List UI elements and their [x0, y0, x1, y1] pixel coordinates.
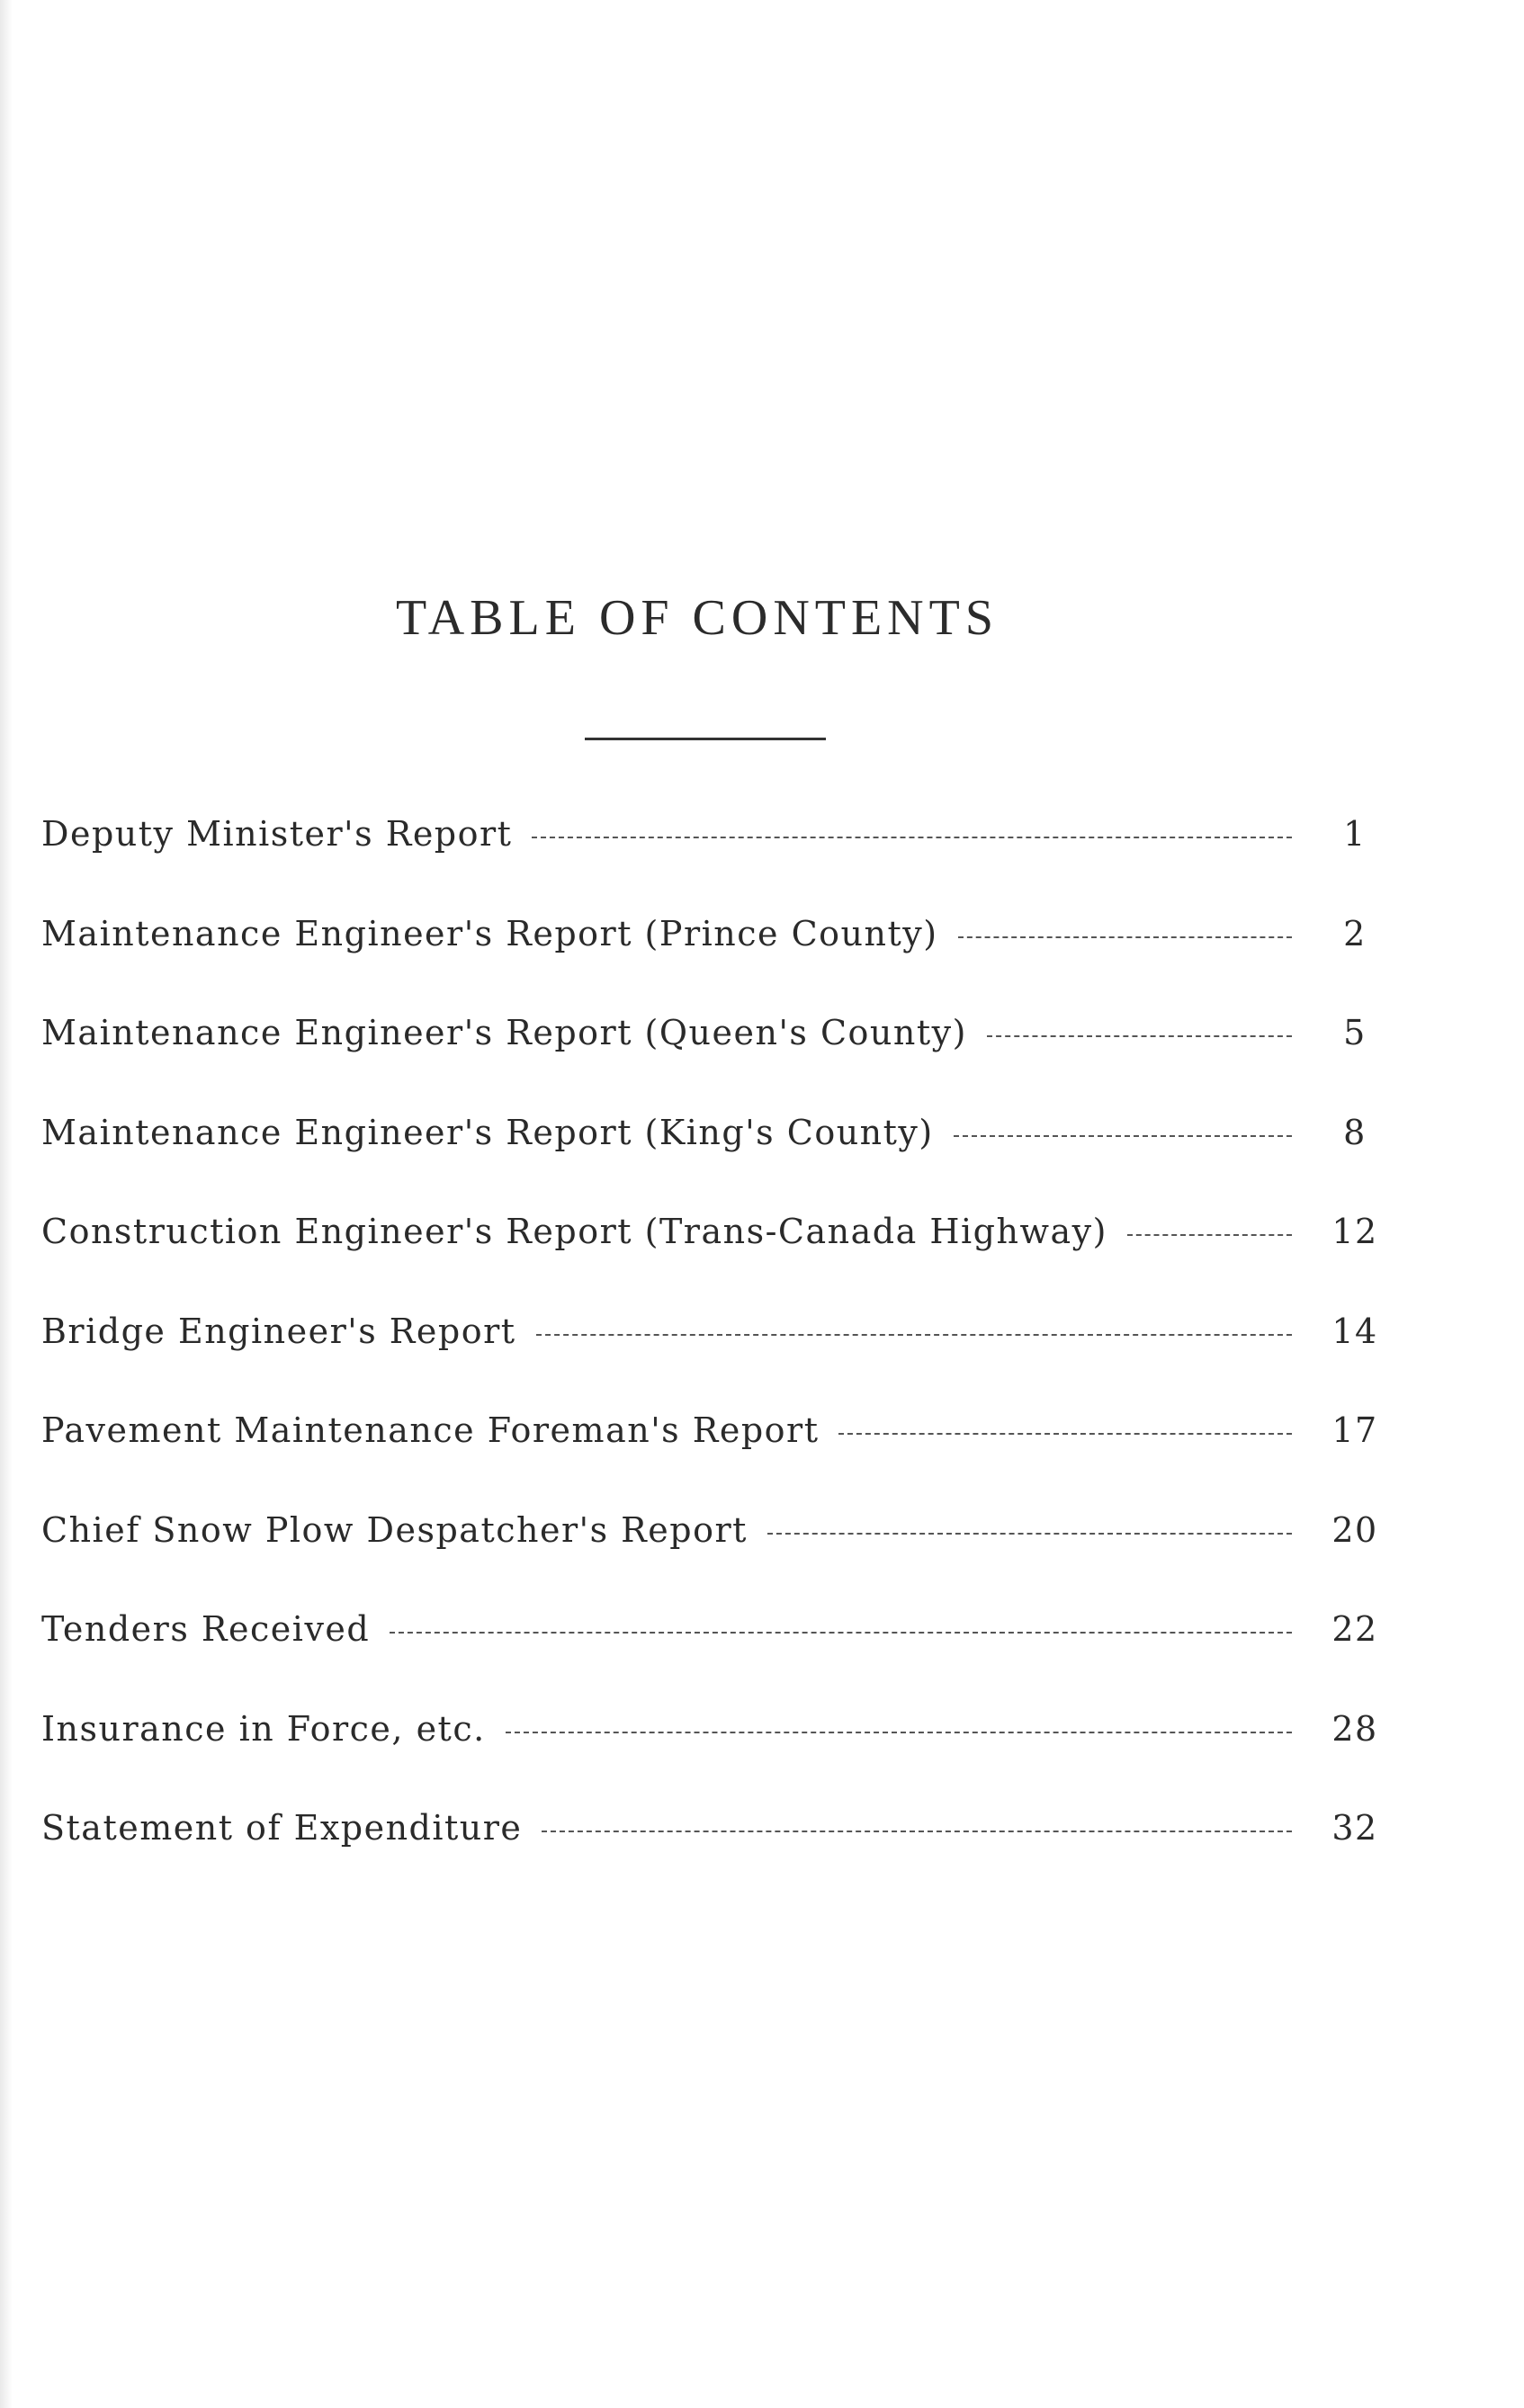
toc-entry[interactable]: [41, 1609, 1391, 1709]
toc-entry-page: 17: [1331, 1410, 1378, 1450]
dot-leader: [987, 1035, 1292, 1037]
toc-entry[interactable]: [41, 1113, 1391, 1213]
toc-entry[interactable]: [41, 814, 1391, 914]
toc-entry[interactable]: [41, 1212, 1391, 1311]
dot-leader: [536, 1334, 1292, 1336]
toc-entry-page: 12: [1331, 1212, 1378, 1251]
toc-entry-label: Bridge Engineer's Report: [41, 1311, 516, 1351]
toc-entry-page: 8: [1343, 1112, 1367, 1152]
toc-entry-page: 1: [1343, 814, 1367, 854]
dot-leader: [1127, 1234, 1292, 1236]
toc-entry[interactable]: [41, 1013, 1391, 1113]
toc-entry[interactable]: [41, 1410, 1391, 1510]
dot-leader: [767, 1533, 1292, 1535]
toc-entry-label: Maintenance Engineer's Report (Queen's County): [41, 1013, 967, 1052]
toc-entry-page: 5: [1343, 1013, 1367, 1052]
toc-entry-page: 32: [1331, 1808, 1378, 1848]
dot-leader: [532, 837, 1292, 838]
page-edge-shadow: [0, 0, 13, 2408]
dot-leader: [390, 1632, 1292, 1634]
dot-leader: [506, 1732, 1292, 1733]
toc-entry-label: Maintenance Engineer's Report (Prince County): [41, 913, 938, 953]
toc-entry-label: Tenders Received: [41, 1609, 371, 1649]
toc-entry-label: Deputy Minister's Report: [41, 814, 513, 854]
toc-entry-label: Pavement Maintenance Foreman's Report: [41, 1410, 820, 1450]
toc-entry[interactable]: [41, 1709, 1391, 1809]
toc-entry-label: Maintenance Engineer's Report (King's County): [41, 1112, 934, 1152]
toc-entry-page: 28: [1331, 1708, 1378, 1749]
toc-entry-page: 14: [1331, 1311, 1378, 1351]
toc-entry[interactable]: [41, 1510, 1391, 1610]
toc-entry-label: Chief Snow Plow Despatcher's Report: [41, 1509, 748, 1550]
toc-entry[interactable]: [41, 1808, 1391, 1908]
dot-leader: [954, 1135, 1292, 1137]
dot-leader: [838, 1433, 1292, 1435]
dot-leader: [542, 1831, 1292, 1832]
toc-entry[interactable]: [41, 914, 1391, 1014]
toc-entry-page: 22: [1331, 1609, 1378, 1649]
title-divider: [585, 738, 826, 740]
toc-entry-page: 2: [1343, 913, 1367, 953]
toc-entry-label: Statement of Expenditure: [41, 1808, 523, 1848]
toc-entry-label: Insurance in Force, etc.: [41, 1708, 486, 1749]
toc-entry-label: Construction Engineer's Report (Trans-Canada Highway): [41, 1212, 1107, 1251]
toc-entry-page: 20: [1331, 1509, 1378, 1550]
dot-leader: [958, 936, 1292, 938]
toc-entry[interactable]: [41, 1311, 1391, 1411]
toc-list: [41, 814, 1391, 1908]
page-title: TABLE OF CONTENTS: [396, 590, 999, 646]
